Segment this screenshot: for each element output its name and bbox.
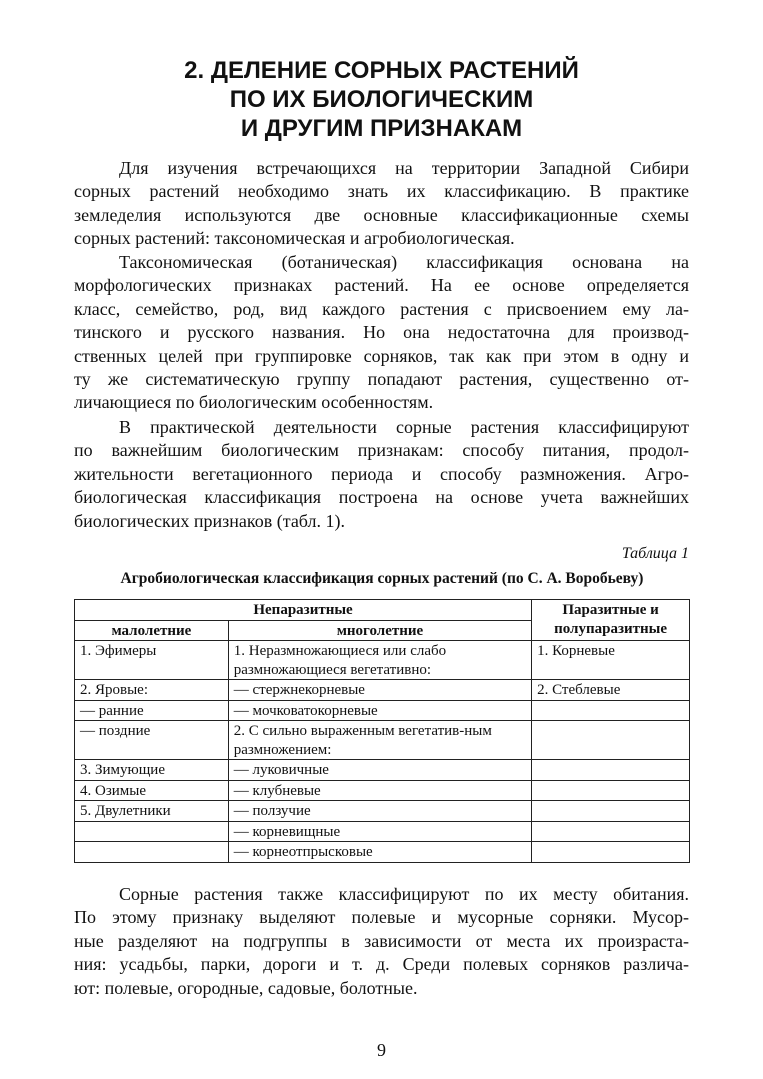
table-cell: — мочковатокорневые	[228, 700, 531, 721]
table-cell: — стержнекорневые	[228, 680, 531, 701]
paragraph-2	[74, 251, 689, 415]
table-cell: — корнеотпрысковые	[228, 842, 531, 863]
paragraph-3	[74, 416, 689, 533]
text-line: жительности вегетационного периода и способу размножения. Агро-	[74, 463, 689, 484]
table-cell	[75, 821, 229, 842]
text-line: личающиеся по биологическим особенностям.	[74, 392, 434, 413]
text-line: Сорные растения также классифицируют по их месту обитания.	[119, 884, 689, 904]
text-line: Таксономическая (ботаническая) классификация основана на	[119, 252, 689, 272]
table-row	[75, 780, 690, 801]
text-line: класс, семейство, род, вид каждого растения с присвоением ему ла-	[74, 298, 689, 319]
text-line: ственных целей при группировке сорняков, так как при этом в одну и	[74, 345, 689, 366]
text-line: тинского и русского названия. Но она недостаточна для производ-	[74, 322, 689, 343]
table-cell: — ранние	[75, 700, 229, 721]
table-cell: 1. Корневые	[532, 641, 690, 680]
table-cell	[532, 700, 690, 721]
text-line: морфологических признаках растений. На ее основе определяется	[74, 275, 689, 296]
header-nonparasitic: Непаразитные	[75, 600, 532, 621]
table-title: Агробиологическая классификация сорных растений (по С. А. Воробьеву)	[120, 570, 644, 587]
text-line: ные разделяют на подгруппы в зависимости от места их произраста-	[74, 930, 689, 951]
table-row	[75, 680, 690, 701]
table-cell	[532, 821, 690, 842]
text-line: ния: усадьбы, парки, дороги и т. д. Среди полевых сорняков различа-	[74, 954, 689, 975]
text-line: земледелия используются две основные классификационные схемы	[74, 204, 689, 225]
paragraph-1	[74, 157, 689, 251]
text-line: Для изучения встречающихся на территории Западной Сибири	[119, 158, 689, 178]
table-cell: 5. Двулетники	[75, 801, 229, 822]
table-cell: — ползучие	[228, 801, 531, 822]
heading-line-3: И ДРУГИМ ПРИЗНАКАМ	[240, 115, 523, 142]
text-line: биологических признаков (табл. 1).	[74, 510, 345, 531]
table-cell: 4. Озимые	[75, 780, 229, 801]
table-header-row	[75, 600, 690, 621]
table-row	[75, 721, 690, 760]
text-line: В практической деятельности сорные растения классифицируют	[119, 417, 689, 437]
table-row	[75, 842, 690, 863]
table-row	[75, 760, 690, 781]
heading-line-2: ПО ИХ БИОЛОГИЧЕСКИМ	[229, 86, 534, 113]
text-line: ту же систематическую группу попадают растения, существенно от-	[74, 368, 689, 389]
header-parasitic: Паразитные и полупаразитные	[532, 600, 690, 641]
header-perennial: многолетние	[228, 620, 531, 641]
table-row	[75, 801, 690, 822]
text-line: ют: полевые, огородные, садовые, болотные.	[74, 977, 418, 998]
table-cell: 3. Зимующие	[75, 760, 229, 781]
table-cell	[75, 842, 229, 863]
table-cell: 1. Эфимеры	[75, 641, 229, 680]
table-row	[75, 700, 690, 721]
section-heading	[0, 56, 763, 143]
table-label: Таблица 1	[621, 545, 689, 562]
table-cell	[532, 780, 690, 801]
table-cell	[532, 842, 690, 863]
table-cell: — корневищные	[228, 821, 531, 842]
text-line: По этому признаку выделяют полевые и мусорные сорняки. Мусор-	[74, 907, 689, 928]
table-cell	[532, 801, 690, 822]
page-number: 9	[377, 1040, 386, 1060]
table-cell: — поздние	[75, 721, 229, 760]
table-cell: 2. С сильно выраженным вегетатив-ным размножением:	[228, 721, 531, 760]
heading-line-1: 2. ДЕЛЕНИЕ СОРНЫХ РАСТЕНИЙ	[184, 57, 579, 84]
table-cell: — луковичные	[228, 760, 531, 781]
table-cell: 2. Яровые:	[75, 680, 229, 701]
paragraph-4	[74, 883, 689, 1000]
table-cell	[532, 760, 690, 781]
text-line: биологическая классификация построена на основе учета важнейших	[74, 487, 689, 508]
header-annual: малолетние	[75, 620, 229, 641]
table-row	[75, 821, 690, 842]
table-row	[75, 641, 690, 680]
table-cell: 1. Неразмножающиеся или слабо размножающиеся вегетативно:	[228, 641, 531, 680]
table-cell	[532, 721, 690, 760]
text-line: по важнейшим биологическим признакам: способу питания, продол-	[74, 440, 689, 461]
table-cell: — клубневые	[228, 780, 531, 801]
text-line: сорных растений необходимо знать их классификацию. В практике	[74, 181, 689, 202]
classification-table	[74, 599, 690, 863]
table-cell: 2. Стеблевые	[532, 680, 690, 701]
text-line: сорных растений: таксономическая и агробиологическая.	[74, 228, 515, 249]
